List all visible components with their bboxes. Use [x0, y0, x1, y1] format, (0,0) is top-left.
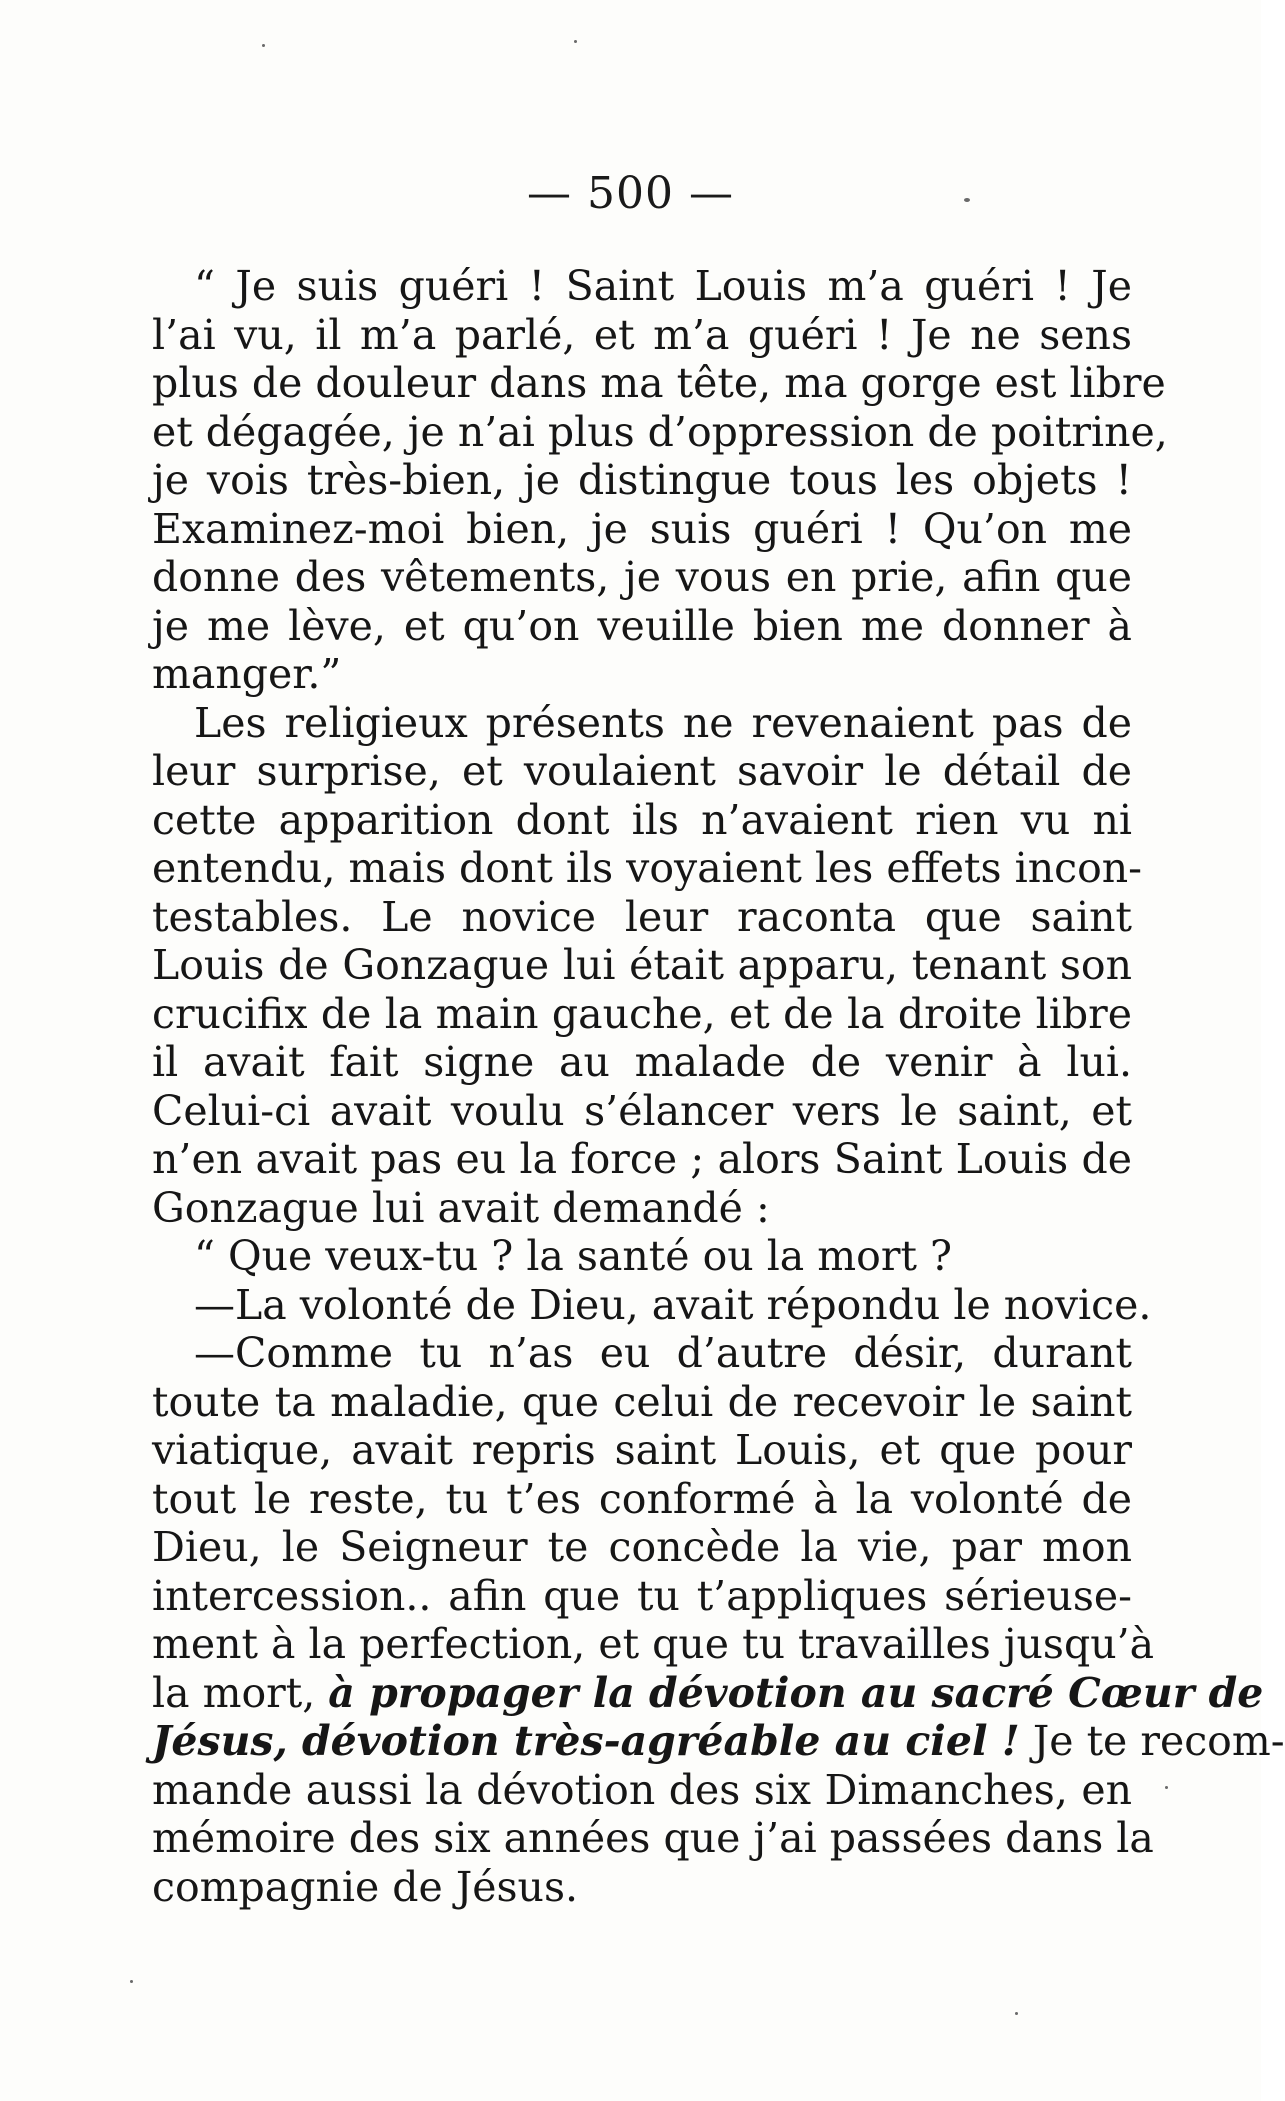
- text-line: Les religieux présents ne revenaient pas de: [194, 698, 1132, 747]
- text-line: je me lève, et qu’on veuille bien me donner à: [152, 601, 1132, 650]
- text-line-mixed: [152, 1717, 1285, 1766]
- text-line: donne des vêtements, je vous en prie, afin que: [152, 553, 1132, 601]
- text-line: manger.”: [152, 650, 342, 698]
- text-line: tout le reste, tu t’es conformé à la volonté de: [152, 1474, 1132, 1523]
- text-line: Gonzague lui avait demandé :: [152, 1183, 770, 1232]
- text-line: Examinez-moi bien, je suis guéri ! Qu’on me: [152, 504, 1132, 553]
- text-line: viatique, avait repris saint Louis, et que pour: [152, 1426, 1132, 1474]
- text-line-mixed: [152, 1668, 1264, 1718]
- text-line: intercession.. afin que tu t’appliques sérieuse-: [152, 1571, 1132, 1620]
- print-speck: [1015, 2012, 1018, 2015]
- text-line: “ Que veux-tu ? la santé ou la mort ?: [194, 1232, 952, 1280]
- text-line: “ Je suis guéri ! Saint Louis m’a guéri ! Je: [194, 262, 1132, 310]
- text-line: entendu, mais dont ils voyaient les effets incon-: [152, 844, 1143, 892]
- text-line: leur surprise, et voulaient savoir le détail de: [152, 747, 1132, 795]
- print-speck: [262, 44, 265, 47]
- text-line: et dégagée, je n’ai plus d’oppression de poitrine,: [152, 407, 1168, 456]
- italic-text-run: Jésus, dévotion très-agréable au ciel !: [152, 1717, 1020, 1765]
- text-line: mémoire des six années que j’ai passées dans la: [152, 1814, 1154, 1862]
- body-text: [152, 262, 1285, 1911]
- text-line: l’ai vu, il m’a parlé, et m’a guéri ! Je ne sens: [152, 310, 1132, 359]
- print-speck: [130, 1980, 133, 1983]
- text-line: crucifix de la main gauche, et de la droite libre: [152, 989, 1132, 1038]
- text-line: n’en avait pas eu la force ; alors Saint Louis de: [152, 1135, 1132, 1183]
- text-line: ment à la perfection, et que tu travailles jusqu’à: [152, 1620, 1155, 1668]
- print-speck: [964, 198, 970, 202]
- text-line: Celui-ci avait voulu s’élancer vers le saint, et: [152, 1086, 1132, 1135]
- text-run: Je te recom-: [1019, 1717, 1285, 1765]
- page-number: — 500 —: [527, 168, 734, 219]
- text-line: je vois très-bien, je distingue tous les objets !: [152, 456, 1132, 504]
- text-line: —Comme tu n’as eu d’autre désir, durant: [194, 1329, 1132, 1377]
- text-line: testables. Le novice leur raconta que saint: [152, 892, 1132, 941]
- italic-text-run: à propager la dévotion au sacré Cœur de: [328, 1668, 1264, 1717]
- print-speck: [1165, 1786, 1168, 1789]
- text-line: il avait fait signe au malade de venir à lui.: [152, 1038, 1132, 1086]
- text-line: —La volonté de Dieu, avait répondu le novice.: [194, 1280, 1152, 1329]
- text-line: mande aussi la dévotion des six Dimanches, en: [152, 1765, 1132, 1814]
- text-line: cette apparition dont ils n’avaient rien vu ni: [152, 795, 1132, 844]
- text-line: plus de douleur dans ma tête, ma gorge est libre: [152, 359, 1166, 407]
- print-speck: [574, 40, 577, 43]
- text-line: Louis de Gonzague lui était apparu, tenant son: [152, 941, 1132, 989]
- text-line: toute ta maladie, que celui de recevoir le saint: [152, 1377, 1132, 1426]
- text-line: compagnie de Jésus.: [152, 1862, 579, 1911]
- text-line: Dieu, le Seigneur te concède la vie, par mon: [152, 1523, 1132, 1571]
- text-run: la mort,: [152, 1668, 329, 1717]
